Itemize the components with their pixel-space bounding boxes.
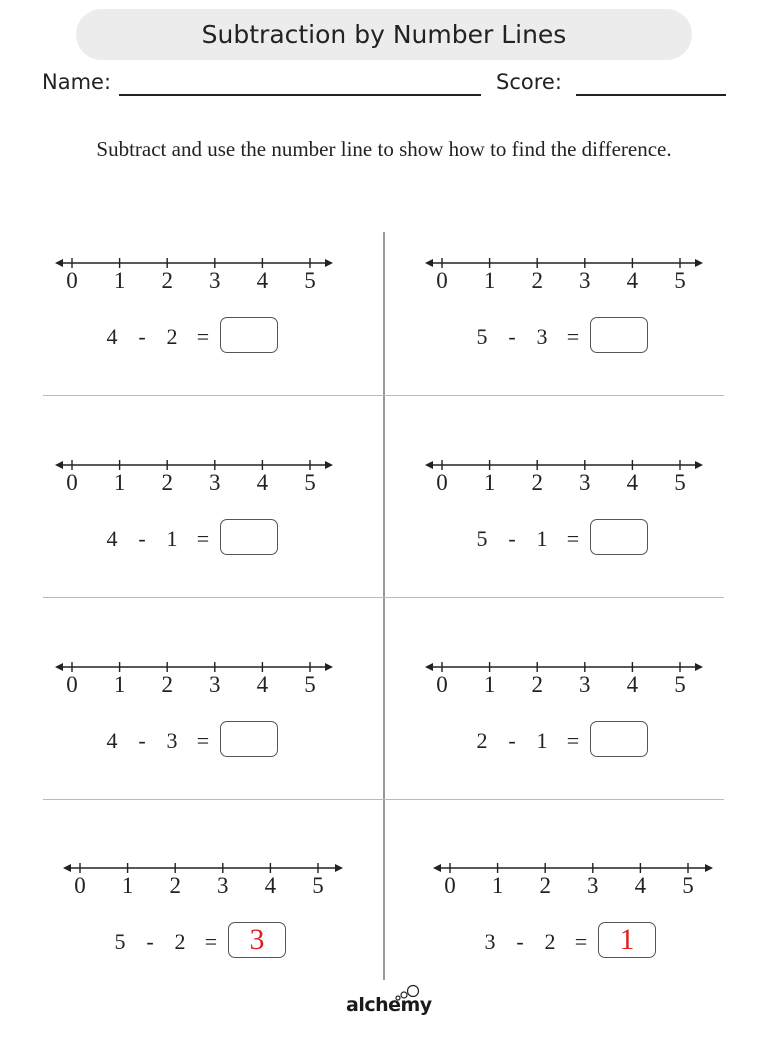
tick-label: 4	[634, 873, 647, 898]
problem-4	[425, 457, 765, 657]
subtrahend: 3	[166, 728, 178, 753]
number-line	[425, 659, 709, 679]
subtrahend: 1	[536, 526, 548, 551]
subtrahend: 2	[174, 929, 186, 954]
tick-label: 1	[483, 268, 496, 293]
answer-box[interactable]	[590, 721, 648, 757]
tick-label: 5	[304, 268, 316, 293]
number-line	[425, 255, 709, 275]
tick-label: 2	[539, 873, 551, 898]
minus-sign: -	[508, 728, 516, 753]
minuend: 5	[476, 324, 488, 349]
tick-label: 3	[579, 672, 591, 697]
problem-3	[55, 457, 395, 657]
minuend: 4	[106, 324, 118, 349]
tick-label: 2	[169, 873, 181, 898]
arrow-left-icon	[55, 461, 63, 469]
tick-label: 0	[66, 470, 78, 495]
minuend: 5	[476, 526, 488, 551]
tick-label: 2	[531, 268, 543, 293]
arrow-left-icon	[55, 259, 63, 267]
problem-8	[433, 860, 768, 1060]
equals-sign: =	[566, 324, 580, 349]
minus-sign: -	[138, 526, 146, 551]
problem-5	[55, 659, 395, 859]
answer-box[interactable]: 3	[228, 922, 286, 958]
tick-label: 1	[113, 268, 126, 293]
tick-label: 5	[674, 268, 686, 293]
tick-label: 3	[209, 470, 221, 495]
tick-label: 4	[626, 470, 639, 495]
minus-sign: -	[138, 324, 146, 349]
answer-box[interactable]: 1	[598, 922, 656, 958]
number-line	[63, 860, 349, 880]
minus-sign: -	[516, 929, 524, 954]
tick-label: 4	[256, 672, 269, 697]
arrow-right-icon	[695, 663, 703, 671]
number-line	[425, 457, 709, 477]
minuend: 5	[114, 929, 126, 954]
tick-label: 2	[531, 672, 543, 697]
arrow-left-icon	[433, 864, 441, 872]
worksheet-title: Subtraction by Number Lines	[201, 20, 567, 49]
tick-label: 5	[674, 470, 686, 495]
tick-label: 0	[66, 268, 78, 293]
logo-text: alchemy	[346, 994, 432, 1016]
number-line	[433, 860, 719, 880]
minuend: 3	[484, 929, 496, 954]
tick-label: 0	[444, 873, 456, 898]
arrow-right-icon	[335, 864, 343, 872]
arrow-right-icon	[695, 259, 703, 267]
tick-label: 5	[304, 470, 316, 495]
tick-label: 1	[121, 873, 134, 898]
equals-sign: =	[196, 728, 210, 753]
tick-label: 4	[626, 268, 639, 293]
arrow-right-icon	[325, 663, 333, 671]
minuend: 2	[476, 728, 488, 753]
answer-box[interactable]	[220, 721, 278, 757]
subtrahend: 3	[536, 324, 548, 349]
equals-sign: =	[566, 526, 580, 551]
answer-box[interactable]	[220, 317, 278, 353]
bubbles-icon	[394, 984, 424, 1002]
minus-sign: -	[508, 324, 516, 349]
arrow-right-icon	[705, 864, 713, 872]
minuend: 4	[106, 526, 118, 551]
tick-label: 5	[312, 873, 324, 898]
number-line	[55, 659, 339, 679]
tick-label: 1	[483, 470, 496, 495]
tick-label: 0	[66, 672, 78, 697]
tick-label: 4	[256, 268, 269, 293]
equals-sign: =	[196, 526, 210, 551]
minus-sign: -	[508, 526, 516, 551]
tick-label: 3	[209, 672, 221, 697]
tick-label: 1	[491, 873, 504, 898]
equals-sign: =	[196, 324, 210, 349]
equals-sign: =	[204, 929, 218, 954]
tick-label: 5	[674, 672, 686, 697]
tick-label: 3	[587, 873, 599, 898]
equals-sign: =	[566, 728, 580, 753]
tick-label: 1	[113, 672, 126, 697]
arrow-left-icon	[63, 864, 71, 872]
number-line	[55, 255, 339, 275]
number-line	[55, 457, 339, 477]
tick-label: 2	[531, 470, 543, 495]
answer-box[interactable]	[590, 317, 648, 353]
minus-sign: -	[138, 728, 146, 753]
tick-label: 0	[436, 470, 448, 495]
arrow-left-icon	[425, 461, 433, 469]
arrow-right-icon	[695, 461, 703, 469]
equals-sign: =	[574, 929, 588, 954]
header-row	[42, 66, 732, 100]
tick-label: 1	[483, 672, 496, 697]
problem-2	[425, 255, 765, 455]
tick-label: 4	[264, 873, 277, 898]
tick-label: 1	[113, 470, 126, 495]
tick-label: 2	[161, 470, 173, 495]
tick-label: 3	[579, 470, 591, 495]
subtrahend: 1	[166, 526, 178, 551]
minuend: 4	[106, 728, 118, 753]
tick-label: 2	[161, 268, 173, 293]
tick-label: 5	[304, 672, 316, 697]
alchemy-logo	[346, 989, 432, 1019]
tick-label: 0	[74, 873, 86, 898]
tick-label: 2	[161, 672, 173, 697]
score-field[interactable]	[576, 94, 726, 96]
instructions: Subtract and use the number line to show how to find the difference.	[96, 137, 672, 161]
problem-1	[55, 255, 395, 455]
subtrahend: 1	[536, 728, 548, 753]
tick-label: 3	[217, 873, 229, 898]
arrow-left-icon	[425, 663, 433, 671]
arrow-left-icon	[425, 259, 433, 267]
score-label: Score:	[496, 70, 562, 94]
tick-label: 5	[682, 873, 694, 898]
tick-label: 3	[579, 268, 591, 293]
subtrahend: 2	[166, 324, 178, 349]
subtrahend: 2	[544, 929, 556, 954]
name-label: Name:	[42, 70, 112, 94]
tick-label: 4	[256, 470, 269, 495]
tick-label: 4	[626, 672, 639, 697]
worksheet-title-banner	[76, 9, 692, 60]
arrow-right-icon	[325, 461, 333, 469]
problem-6	[425, 659, 765, 859]
answer-box[interactable]	[220, 519, 278, 555]
minus-sign: -	[146, 929, 154, 954]
tick-label: 0	[436, 268, 448, 293]
problem-7	[63, 860, 403, 1060]
answer-box[interactable]	[590, 519, 648, 555]
arrow-right-icon	[325, 259, 333, 267]
tick-label: 3	[209, 268, 221, 293]
name-field[interactable]	[119, 94, 481, 96]
arrow-left-icon	[55, 663, 63, 671]
tick-label: 0	[436, 672, 448, 697]
